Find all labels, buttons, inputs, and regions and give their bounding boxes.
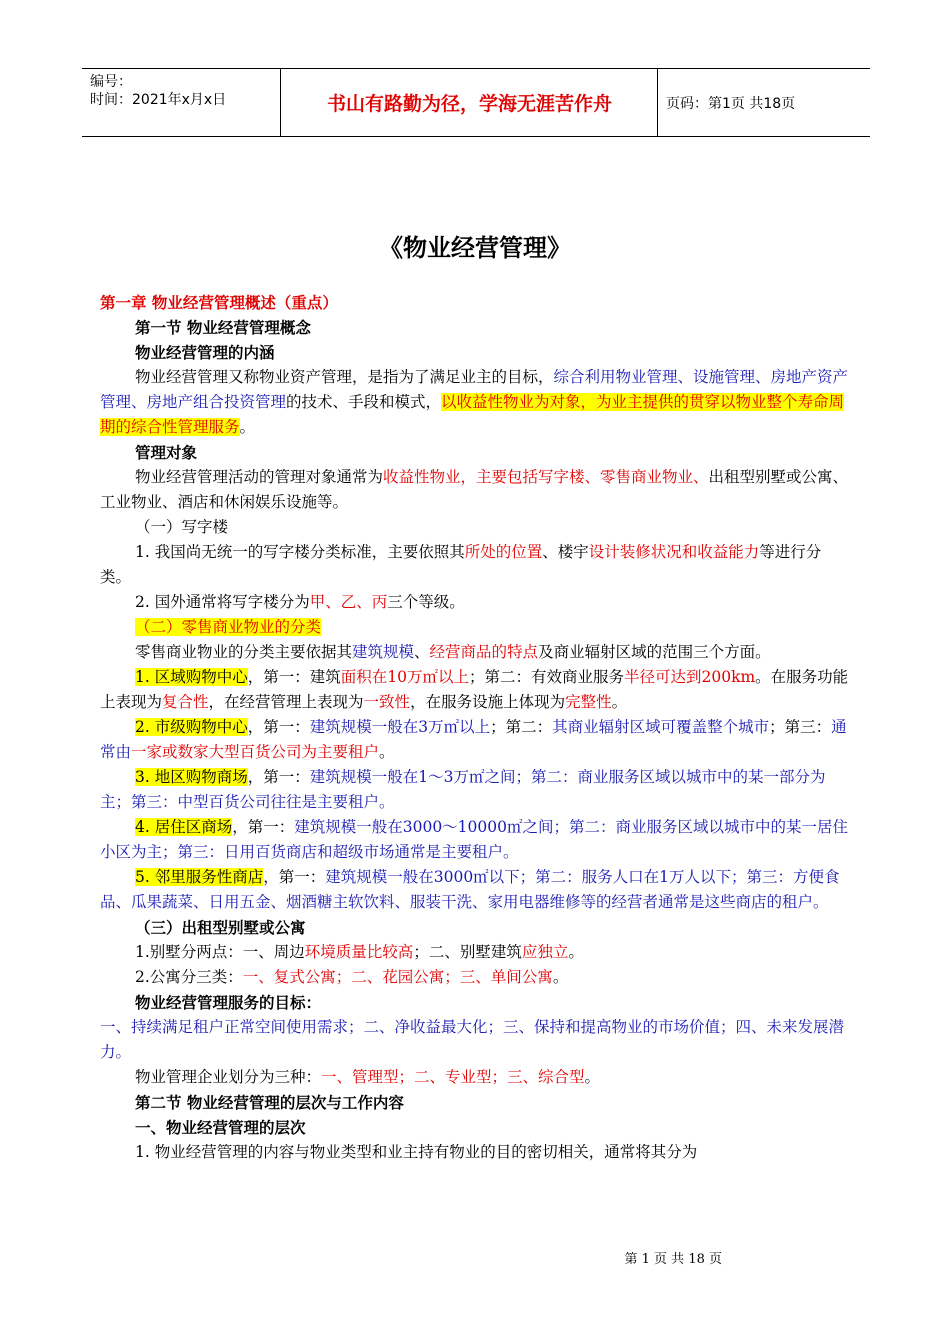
text-span: 出租型别墅或公寓、工业物业、酒店和休闲娱乐设施等。 (100, 468, 849, 511)
text-span: 一、管理型；二、专业型；三、综合型 (321, 1068, 585, 1086)
text-span: 一致性 (363, 693, 411, 711)
text-span: 建筑规模一般在3000㎡以下；第二：服务人口在1万人以下；第三：方便食品、瓜果蔬菜、日用五金、烟酒糖主软饮料、服装干洗、家用电器维修等的经营者通常是这些商店的租户。 (100, 868, 840, 911)
text-span: 等进行分类。 (100, 543, 822, 586)
text-span: 零售商业物业的分类主要依据其 (135, 643, 353, 661)
text-span: 经营商品的特点 (429, 643, 539, 661)
text-span: 物业经营管理又称物业资产管理，是指为了满足业主的目标， (135, 368, 554, 386)
text-span: 。 (611, 693, 628, 711)
text-span: 物业经营管理活动的管理对象通常为 (135, 468, 384, 486)
retail-item-3 (100, 765, 852, 815)
text-span: ，第一：建筑 (247, 668, 341, 686)
heading-retail (100, 615, 852, 640)
highlight-span: 3. 地区购物商场 (135, 768, 248, 786)
document-header (82, 68, 870, 137)
retail-item-4 (100, 815, 852, 865)
text-span: 所处的位置 (464, 543, 543, 561)
highlight-span: 以收益性物业为对象，为业主提供的贯穿以物业整个寿命周期的综合性管理服务 (100, 393, 845, 436)
heading-objects: 管理对象 (135, 443, 198, 462)
text-span: ，第一： (232, 818, 295, 836)
highlight-span: 4. 居住区商场 (135, 818, 233, 836)
text-span: 。 (584, 1068, 601, 1086)
text-span: 建筑规模一般在1～3万㎡之间；第二：商业服务区域以城市中的某一部分为主；第三：中型百货公司往往是主要租户。 (100, 768, 826, 811)
text-span: 应独立 (521, 943, 569, 961)
time-label: 时间：2021年x月x日 (90, 92, 227, 108)
text-span: 。 (568, 943, 584, 961)
text-span: 1. 我国尚无统一的写字楼分类标准，主要依照其 (135, 543, 465, 561)
chapter-title: 第一章 物业经营管理概述（重点） (100, 293, 338, 312)
paragraph-villa (100, 940, 852, 965)
document-body (100, 290, 852, 1165)
text-span: 。 (239, 418, 256, 436)
paragraph-office-1 (100, 540, 852, 590)
text-span: 、 (414, 643, 430, 661)
paragraph-levels-1: 1. 物业经营管理的内容与物业类型和业主持有物业的目的密切相关，通常将其分为 (135, 1143, 698, 1161)
text-span: 建筑规模一般在3000～10000㎡之间；第二：商业服务区域以城市中的某一居住小区为主；第三：日用百货商店和超级市场通常是主要租户。 (100, 818, 848, 861)
heading-rental: （三）出租型别墅或公寓 (135, 918, 306, 937)
heading-connotation: 物业经营管理的内涵 (135, 343, 275, 362)
page-footer: 第 1 页 共 18 页 (624, 1252, 722, 1267)
text-span: ；二、别墅建筑 (413, 943, 522, 961)
highlight-span: 2. 市级购物中心 (135, 718, 248, 736)
text-span: 面积在10万㎡以上 (340, 668, 469, 686)
highlight-span: 5. 邻里服务性商店 (135, 868, 264, 886)
text-span: 。在服务功能上表现为 (100, 668, 849, 711)
text-span: 的技术、手段和模式， (286, 393, 442, 411)
text-span: 建筑规模 (352, 643, 415, 661)
text-span: 完整性 (565, 693, 612, 711)
heading-office: （一）写字楼 (135, 518, 229, 536)
code-label: 编号： (90, 74, 132, 90)
heading-levels: 一、物业经营管理的层次 (135, 1118, 306, 1137)
text-span: 甲、乙、丙 (309, 593, 388, 611)
text-span: 2.公寓分三类： (135, 968, 243, 986)
text-span: 一家或数家大型百货公司为主要租户 (131, 743, 380, 761)
retail-item-5 (100, 865, 852, 915)
text-span: 三个等级。 (387, 593, 465, 611)
text-span: 一、复式公寓；二、花园公寓；三、单间公寓 (242, 968, 553, 986)
text-span: 物业管理企业划分为三种： (135, 1068, 322, 1086)
text-span: 设计装修状况和收益能力 (588, 543, 760, 561)
text-span: 通常由 (100, 718, 847, 761)
header-meta-cell (82, 69, 281, 136)
paragraph-objects (100, 465, 852, 515)
text-span: ，在服务设施上体现为 (410, 693, 566, 711)
text-span: 及商业辐射区域的范围三个方面。 (538, 643, 771, 661)
highlight-span: 1. 区域购物中心 (135, 668, 248, 686)
text-span: 建筑规模一般在3万㎡以上 (309, 718, 491, 736)
text-span: 、楼宇 (542, 543, 589, 561)
text-span: 。 (379, 743, 395, 761)
paragraph-company-types (100, 1065, 852, 1090)
text-span: 。 (552, 968, 569, 986)
text-span: 综合利用物业管理、设施管理、房地产资产管理、房地产组合投资管理 (100, 368, 849, 411)
header-page-info: 页码：第1页 共18页 (666, 95, 796, 112)
retail-item-2 (100, 715, 852, 765)
text-span: ，第一： (247, 768, 310, 786)
section-title-2: 第二节 物业经营管理的层次与工作内容 (135, 1093, 404, 1112)
paragraph-office-2 (100, 590, 852, 615)
text-span: ；第二： (490, 718, 553, 736)
paragraph-connotation (100, 365, 852, 440)
text-span: 收益性物业，主要包括写字楼、零售商业物业、 (383, 468, 709, 486)
section-title: 第一节 物业经营管理概念 (135, 318, 311, 337)
retail-item-1 (100, 665, 852, 715)
text-span: ，第一： (247, 718, 310, 736)
text-span: ，在经营管理上表现为 (208, 693, 364, 711)
document-title: 《物业经营管理》 (379, 233, 571, 262)
paragraph-apartment (100, 965, 852, 990)
paragraph-goals: 一、持续满足租户正常空间使用需求；二、净收益最大化；三、保持和提高物业的市场价值；四、未来发展潜力。 (100, 1018, 845, 1061)
text-span: 复合性 (162, 693, 209, 711)
text-span: 2. 国外通常将写字楼分为 (135, 593, 310, 611)
header-motto: 书山有路勤为径，学海无涯苦作舟 (282, 69, 658, 136)
heading-goals: 物业经营管理服务的目标： (135, 993, 322, 1012)
text-span: ；第二：有效商业服务 (468, 668, 624, 686)
paragraph-retail-intro (100, 640, 852, 665)
text-span: 半径可达到200km (623, 668, 756, 686)
highlight-span: （二）零售商业物业的分类 (135, 618, 322, 636)
text-span: 其商业辐射区域可覆盖整个城市 (552, 718, 770, 736)
text-span: ；第三： (769, 718, 832, 736)
text-span: ，第一： (263, 868, 326, 886)
text-span: 1.别墅分两点：一、周边 (135, 943, 305, 961)
text-span: 环境质量比较高 (304, 943, 414, 961)
